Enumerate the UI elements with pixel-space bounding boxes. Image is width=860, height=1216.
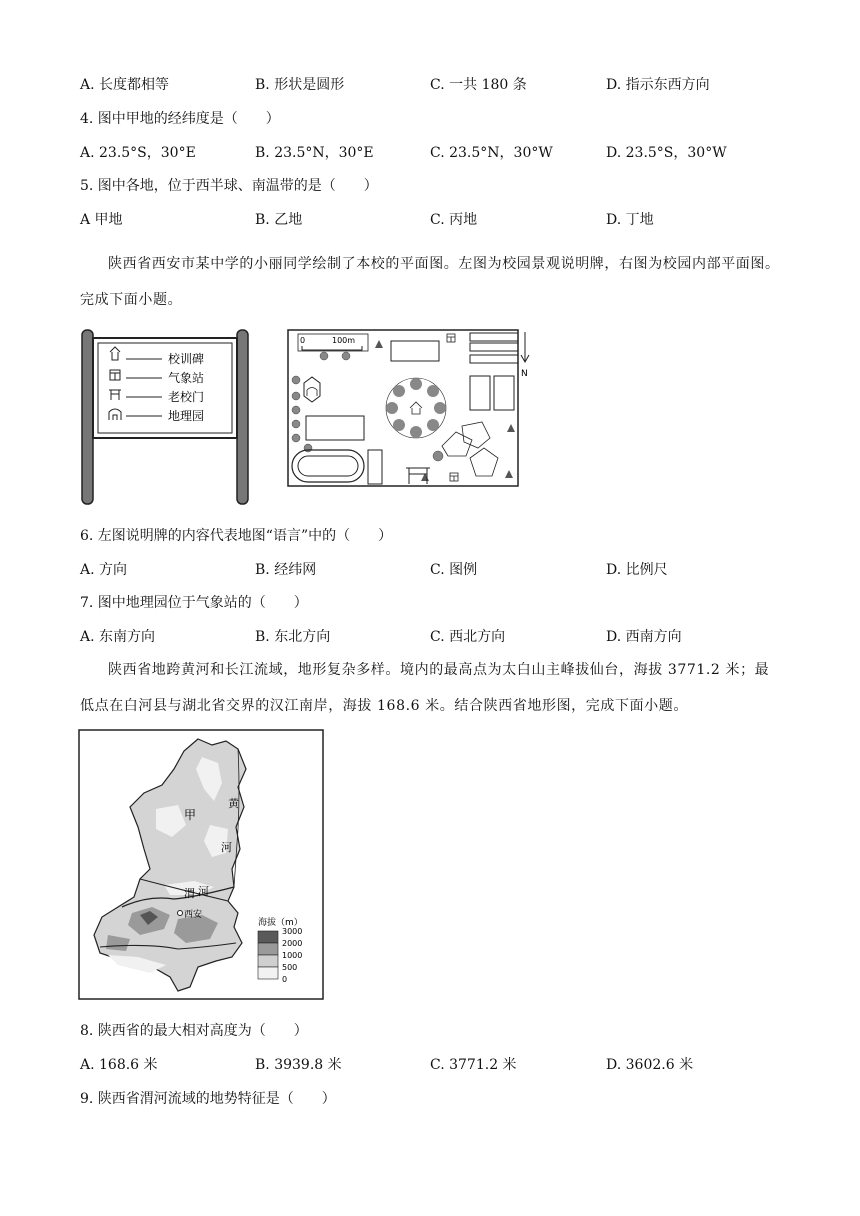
legend-value: 1000 <box>282 951 303 960</box>
q7-option-b: B. 东北方向 <box>255 629 331 645</box>
q4-option-b: B. 23.5°N，30°E <box>255 145 374 161</box>
north-label: N <box>521 369 528 379</box>
scale-zero: 0 <box>300 336 306 345</box>
legend-label-park: 地理园 <box>168 409 205 423</box>
central-plaza <box>386 378 446 438</box>
q3-option-d: D. 指示东西方向 <box>606 77 710 93</box>
q6-option-b: B. 经纬网 <box>255 562 317 578</box>
q7-option-a: A. 东南方向 <box>80 629 156 645</box>
legend-value: 500 <box>282 963 298 972</box>
sign-board-figure <box>80 328 252 506</box>
xian-city-icon <box>178 911 183 916</box>
legend-value: 0 <box>282 975 288 984</box>
q4-option-d: D. 23.5°S，30°W <box>606 145 727 161</box>
legend-value: 3000 <box>282 927 303 936</box>
q5-option-d: D. 丁地 <box>606 212 654 228</box>
legend-title: 海拔（m） <box>258 918 303 928</box>
q7-option-c: C. 西北方向 <box>430 629 506 645</box>
map-label-jia: 甲 <box>184 808 197 822</box>
map-label-wei: 渭 <box>184 887 195 900</box>
q8-option-a: A. 168.6 米 <box>80 1057 158 1073</box>
legend-label-gate: 老校门 <box>168 390 205 404</box>
map-label-huang: 黄 <box>228 797 239 810</box>
scale-label: 100m <box>332 336 356 345</box>
map-label-xian: 西安 <box>184 910 203 920</box>
q5-option-c: C. 丙地 <box>430 212 478 228</box>
q8-option-d: D. 3602.6 米 <box>606 1057 694 1073</box>
q8-stem: 8. 陕西省的最大相对高度为（ ） <box>80 1023 308 1039</box>
q5-stem: 5. 图中各地，位于西半球、南温带的是（ ） <box>80 178 378 194</box>
map-label-wei-he: 河 <box>198 885 209 898</box>
legend-swatch <box>258 967 278 979</box>
map-label-he: 河 <box>221 841 232 854</box>
q6-option-c: C. 图例 <box>430 562 478 578</box>
q5-option-a: A 甲地 <box>80 212 123 228</box>
campus-plan-figure <box>284 328 534 490</box>
q7-option-d: D. 西南方向 <box>606 629 682 645</box>
q5-option-b: B. 乙地 <box>255 212 303 228</box>
legend-value: 2000 <box>282 939 303 948</box>
q4-option-c: C. 23.5°N，30°W <box>430 145 553 161</box>
q3-option-c: C. 一共 180 条 <box>430 77 527 93</box>
north-arrow <box>521 332 529 379</box>
q6-option-a: A. 方向 <box>80 562 128 578</box>
legend-swatch <box>258 955 278 967</box>
q9-stem: 9. 陕西省渭河流域的地势特征是（ ） <box>80 1091 336 1107</box>
q6-stem: 6. 左图说明牌的内容代表地图“语言”中的（ ） <box>80 528 393 544</box>
q4-stem: 4. 图中甲地的经纬度是（ ） <box>80 111 280 127</box>
passage-shaanxi: 陕西省地跨黄河和长江流域，地形复杂多样。境内的最高点为太白山主峰拔仙台，海拔 3771.2 米；最低点在白河县与湖北省交界的汉江南岸，海拔 168.6 米。结合陕西省地形图，完成下面小题。 <box>80 662 770 714</box>
q8-option-b: B. 3939.8 米 <box>255 1057 342 1073</box>
q6-option-d: D. 比例尺 <box>606 562 668 578</box>
passage-campus: 陕西省西安市某中学的小丽同学绘制了本校的平面图。左图为校园景观说明牌，右图为校园内部平面图。完成下面小题。 <box>80 256 780 308</box>
shaanxi-topographic-map <box>78 729 324 1000</box>
legend-label-weather: 气象站 <box>168 371 205 385</box>
q3-option-b: B. 形状是圆形 <box>255 77 345 93</box>
legend-swatch <box>258 943 278 955</box>
q8-option-c: C. 3771.2 米 <box>430 1057 517 1073</box>
legend-swatch <box>258 931 278 943</box>
q7-stem: 7. 图中地理园位于气象站的（ ） <box>80 595 308 611</box>
q4-option-a: A. 23.5°S，30°E <box>80 145 196 161</box>
q3-option-a: A. 长度都相等 <box>80 77 170 93</box>
legend-label-monument: 校训碑 <box>168 352 205 366</box>
